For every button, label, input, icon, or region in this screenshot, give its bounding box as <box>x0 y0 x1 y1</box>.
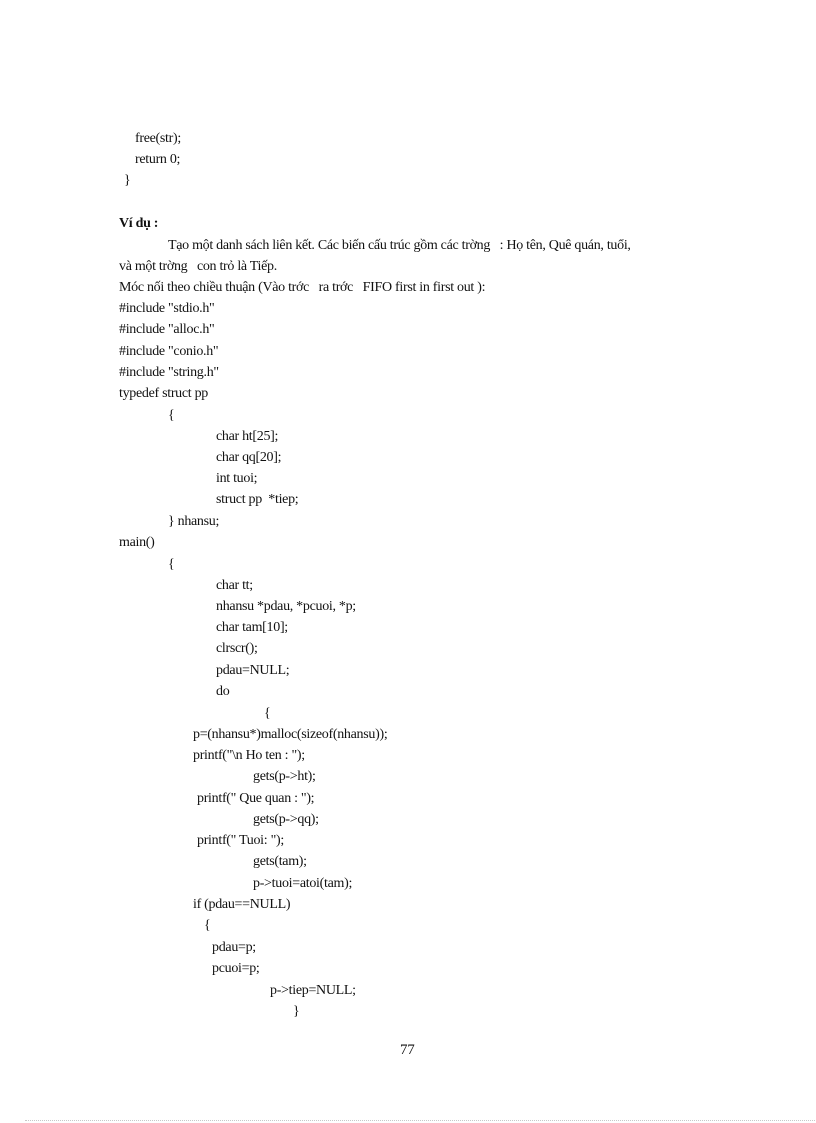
code-line: do <box>216 684 230 699</box>
code-line: pdau=p; <box>212 940 256 955</box>
code-line: { <box>168 557 175 572</box>
example-heading: Ví dụ : <box>119 216 159 231</box>
code-line: { <box>204 918 211 933</box>
code-line: clrscr(); <box>216 641 258 656</box>
code-line: p->tuoi=atoi(tam); <box>253 876 353 891</box>
include-line: #include "stdio.h" <box>119 301 215 316</box>
code-line: printf(" Tuoi: "); <box>197 833 284 848</box>
code-line: int tuoi; <box>216 471 258 486</box>
code-line: char tam[10]; <box>216 620 288 635</box>
include-line: #include "conio.h" <box>119 344 219 359</box>
paragraph-line: Tạo một danh sách liên kết. Các biến cấu trúc gồm các trờng : Họ tên, Quê quán, tuổi, <box>168 238 631 253</box>
code-line: main() <box>119 535 155 550</box>
code-line: free(str); <box>135 131 181 146</box>
include-line: #include "string.h" <box>119 365 219 380</box>
code-line: { <box>168 408 175 423</box>
code-line: printf(" Que quan : "); <box>197 791 315 806</box>
code-line: gets(p->ht); <box>253 769 316 784</box>
code-line: return 0; <box>135 152 181 167</box>
code-line: typedef struct pp <box>119 386 208 401</box>
code-line: } nhansu; <box>168 514 220 529</box>
code-line: { <box>264 706 271 721</box>
code-line: char tt; <box>216 578 253 593</box>
code-line: nhansu *pdau, *pcuoi, *p; <box>216 599 356 614</box>
paragraph-line: Móc nối theo chiều thuận (Vào trớc ra trớc FIFO first in first out ): <box>119 280 486 295</box>
code-line: pcuoi=p; <box>212 961 260 976</box>
page-number: 77 <box>400 1042 415 1058</box>
code-line: } <box>124 173 131 188</box>
code-line: gets(p->qq); <box>253 812 319 827</box>
code-line: struct pp *tiep; <box>216 492 299 507</box>
page-bottom-divider <box>25 1120 815 1121</box>
code-line: } <box>293 1004 300 1019</box>
code-line: if (pdau==NULL) <box>193 897 291 912</box>
code-line: pdau=NULL; <box>216 663 290 678</box>
paragraph-line: và một trờng con trỏ là Tiếp. <box>119 259 277 274</box>
code-line: char qq[20]; <box>216 450 282 465</box>
code-line: p->tiep=NULL; <box>270 983 356 998</box>
code-line: char ht[25]; <box>216 429 279 444</box>
include-line: #include "alloc.h" <box>119 322 215 337</box>
code-line: printf("\n Ho ten : "); <box>193 748 305 763</box>
code-line: p=(nhansu*)malloc(sizeof(nhansu)); <box>193 727 388 742</box>
code-line: gets(tam); <box>253 854 307 869</box>
